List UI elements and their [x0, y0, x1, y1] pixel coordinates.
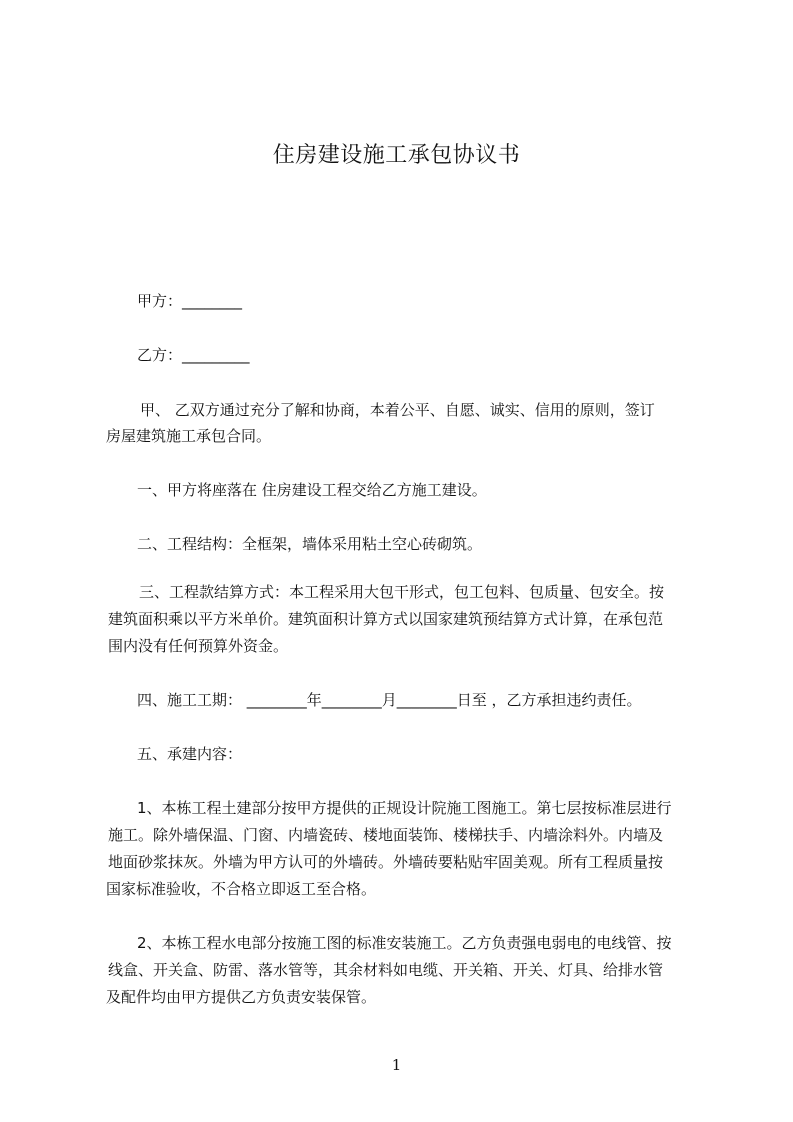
party-b-line: 乙方：_________: [137, 346, 250, 364]
clause-2: 二、工程结构：全框架，墙体采用粘土空心砖砌筑。: [137, 535, 483, 553]
item-1-line-2: 施工。除外墙保温、门窗、内墙瓷砖、楼地面装饰、楼梯扶手、内墙涂料外。内墙及: [108, 826, 664, 844]
clause-1: 一、甲方将座落在 住房建设工程交给乙方施工建设。: [137, 481, 487, 499]
item-2-line-2: 线盒、开关盒、防雷、落水管等，其余材料如电缆、开关箱、开关、灯具、给排水管: [108, 961, 664, 979]
page-number: 1: [391, 1056, 402, 1074]
item-2-line-1: 2、本栋工程水电部分按施工图的标准安装施工。乙方负责强电弱电的电线管、按: [137, 934, 672, 952]
item-1-line-4: 国家标准验收，不合格立即返工至合格。: [106, 880, 377, 898]
clause-4: 四、施工工期： ________年________月________日至 ，乙方承担违约责任。: [137, 691, 642, 709]
item-2-line-3: 及配件均由甲方提供乙方负责安装保管。: [106, 988, 377, 1006]
item-1-line-1: 1、本栋工程土建部分按甲方提供的正规设计院施工图施工。第七层按标准层进行: [137, 799, 672, 817]
intro-line-2: 房屋建筑施工承包合同。: [106, 427, 272, 445]
party-a-line: 甲方：________: [137, 292, 243, 310]
clause-3-line-2: 建筑面积乘以平方米单价。建筑面积计算方式以国家建筑预结算方式计算，在承包范: [108, 610, 664, 628]
intro-line-1: 甲、 乙双方通过充分了解和协商，本着公平、自愿、诚实、信用的原则，签订: [140, 401, 655, 419]
item-1-line-3: 地面砂浆抹灰。外墙为甲方认可的外墙砖。外墙砖要粘贴牢固美观。所有工程质量按: [108, 853, 664, 871]
document-title: 住房建设施工承包协议书: [272, 143, 521, 168]
clause-5: 五、承建内容：: [137, 745, 243, 763]
clause-3-line-3: 围内没有任何预算外资金。: [108, 637, 289, 655]
clause-3-line-1: 三、工程款结算方式：本工程采用大包干形式，包工包料、包质量、包安全。按: [139, 583, 665, 601]
